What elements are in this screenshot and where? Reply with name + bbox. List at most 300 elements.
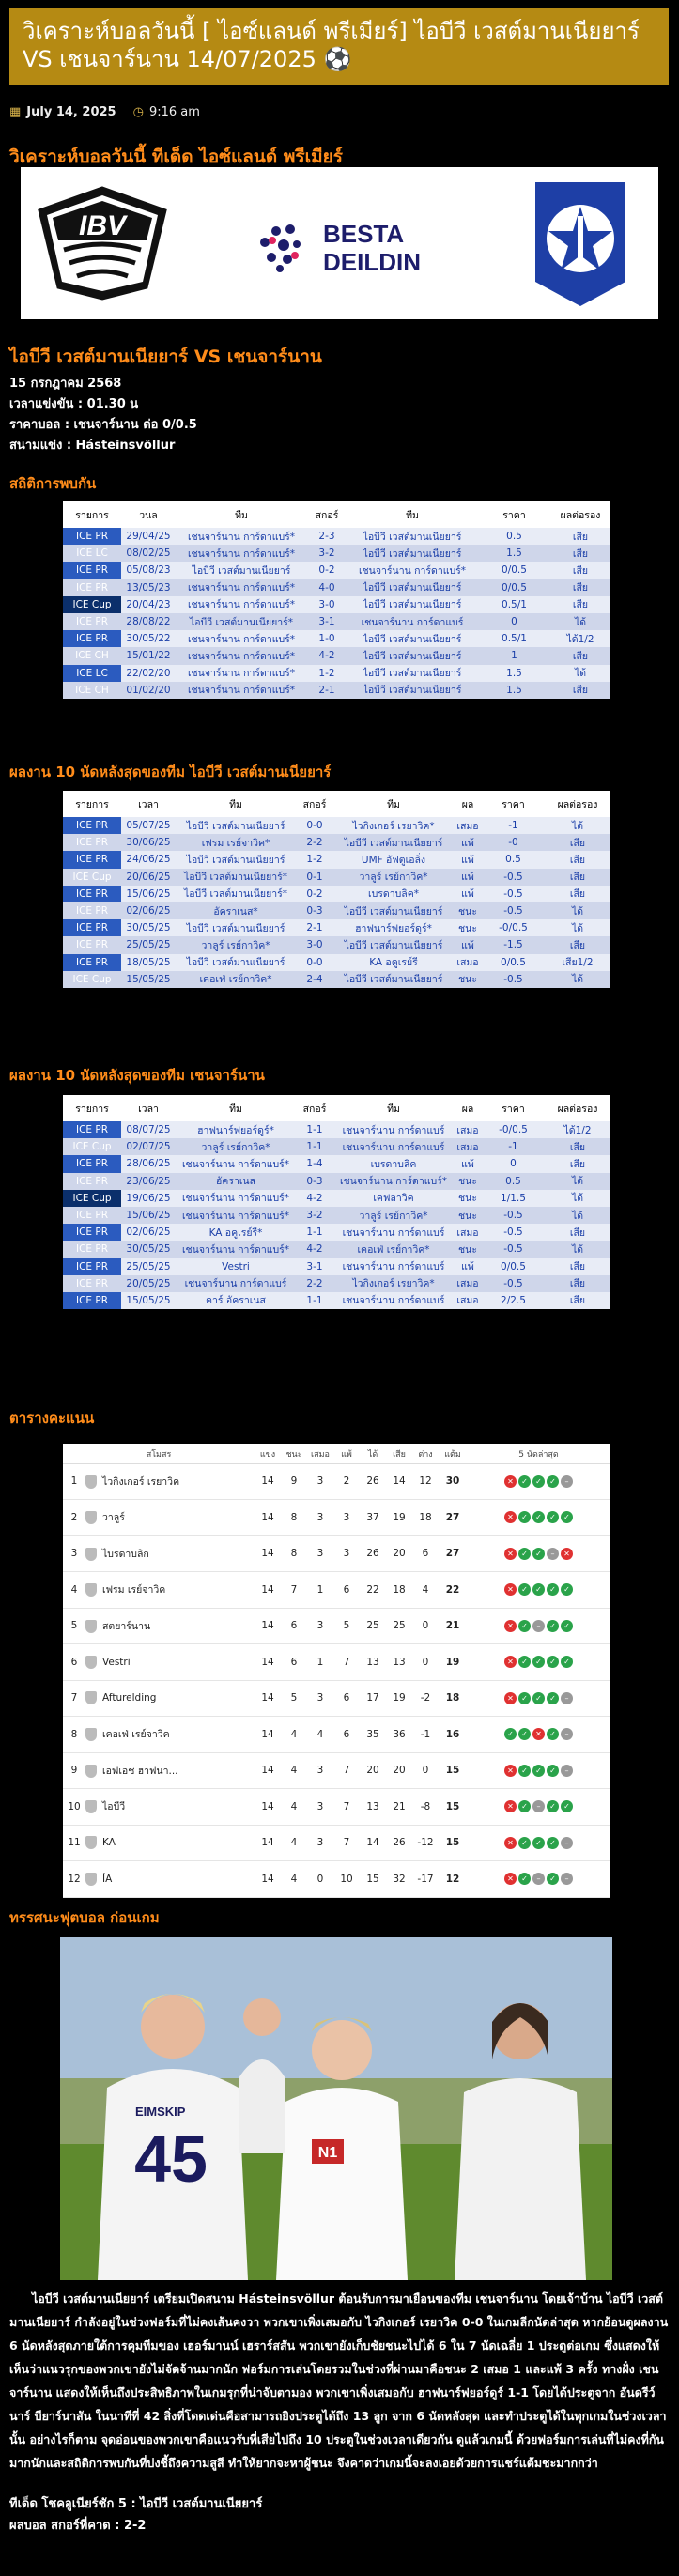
league-form-cell xyxy=(467,1500,610,1536)
home-cell: ไอบีวี เวสต์มานเนียยาร์ xyxy=(333,902,454,919)
league-cell: 1 xyxy=(307,1644,333,1681)
away-cell: เชนจาร์นาน การ์ดาแบร์* xyxy=(176,1155,296,1172)
home-cell: ฮาฟนาร์ฟยอร์ดูร์* xyxy=(333,919,454,936)
away-cell: เสมอ xyxy=(454,1292,482,1309)
away-cell: เชนจาร์นาน การ์ดาแบร์ xyxy=(176,1275,296,1292)
league-row xyxy=(63,1644,610,1681)
league-cell: 14 xyxy=(360,1825,386,1861)
away-cell: ชนะ xyxy=(454,1241,482,1257)
home-cell: ICE Cup xyxy=(63,971,121,988)
h2h-row xyxy=(63,613,610,630)
away-cell: เสีย xyxy=(545,1155,610,1172)
home-cell: 20/06/25 xyxy=(121,869,176,886)
away-cell: เชนจาร์นาน การ์ดาแบร์* xyxy=(176,1190,296,1207)
h2h-row xyxy=(63,665,610,682)
league-form-cell xyxy=(467,1535,610,1572)
league-header-cell: เสีย xyxy=(386,1444,412,1463)
league-cell: 3 xyxy=(307,1463,333,1500)
league-cell: 14 xyxy=(255,1680,281,1717)
league-cell: 14 xyxy=(255,1463,281,1500)
league-cell: 0 xyxy=(412,1752,439,1789)
league-cell: 14 xyxy=(255,1500,281,1536)
league-cell: 14 xyxy=(255,1825,281,1861)
jersey-sponsor: EIMSKIP xyxy=(135,2105,186,2119)
league-team-cell xyxy=(85,1572,255,1609)
h2h-header-cell: ทีม xyxy=(176,501,307,528)
h2h-cell: 4-2 xyxy=(307,647,347,664)
form-guide xyxy=(504,1620,573,1632)
h2h-cell: เชนจาร์นาน การ์ดาแบร์* xyxy=(176,596,307,613)
post-date: July 14, 2025 xyxy=(26,104,116,119)
ibv-logo-text: IBV xyxy=(78,210,127,241)
away-cell: เสมอ xyxy=(454,1275,482,1292)
tip-pick: ทีเด็ด โชคอูเนียร์ชัก 5 : ไอบีวี เวสต์มานเนียยาร์ xyxy=(9,2497,263,2511)
form-win-icon: ✓ xyxy=(518,1656,531,1668)
form-loss-icon: ✕ xyxy=(504,1511,517,1523)
league-team-cell xyxy=(85,1717,255,1753)
league-cell: 4 xyxy=(63,1572,85,1609)
h2h-row xyxy=(63,630,610,647)
home-cell: -0/0.5 xyxy=(482,919,545,936)
team-crest-icon xyxy=(85,1511,97,1524)
h2h-cell: ได้ xyxy=(550,665,610,682)
home-cell: แพ้ xyxy=(454,851,482,868)
jersey-chest: N1 xyxy=(317,2145,338,2161)
team-name: เอฟเอช ฮาฟนา... xyxy=(102,1765,178,1777)
league-form-cell xyxy=(467,1717,610,1753)
h2h-cell: เชนจาร์นาน การ์ดาแบร์* xyxy=(347,562,478,578)
league-header-cell: แต้ม xyxy=(439,1444,467,1463)
form-win-icon: ✓ xyxy=(518,1837,531,1849)
home-cell: 0-3 xyxy=(296,902,333,919)
home-cell: UMF อัฟตูเอลิ่ง xyxy=(333,851,454,868)
away-cell: 0.5 xyxy=(482,1173,545,1190)
form-guide xyxy=(504,1548,573,1560)
home-cell: 2-2 xyxy=(296,834,333,851)
league-cell: 20 xyxy=(386,1535,412,1572)
away-cell: 02/06/25 xyxy=(121,1224,176,1241)
home-cell: ICE PR xyxy=(63,902,121,919)
form-guide xyxy=(504,1475,573,1488)
league-cell: 2 xyxy=(333,1463,360,1500)
home-cell: ไอบีวี เวสต์มานเนียยาร์ xyxy=(176,851,296,868)
away-header-row xyxy=(63,1095,610,1121)
league-row xyxy=(63,1789,610,1826)
home-cell: ไอบีวี เวสต์มานเนียยาร์* xyxy=(176,869,296,886)
away-cell: 08/07/25 xyxy=(121,1121,176,1138)
league-cell: 7 xyxy=(333,1752,360,1789)
away-cell: เสีย xyxy=(545,1292,610,1309)
away-header-cell: ทีม xyxy=(333,1095,454,1121)
away-cell: 2/2.5 xyxy=(482,1292,545,1309)
form-win-icon: ✓ xyxy=(518,1548,531,1560)
away-cell: 25/05/25 xyxy=(121,1258,176,1275)
home-cell: 2-1 xyxy=(296,919,333,936)
league-cell: 16 xyxy=(439,1717,467,1753)
league-cell: 14 xyxy=(255,1535,281,1572)
away-cell: ชนะ xyxy=(454,1190,482,1207)
league-team-cell xyxy=(85,1680,255,1717)
match-kickoff: เวลาแข่งขัน : 01.30 น xyxy=(9,397,139,411)
home-header-row xyxy=(63,791,610,817)
home-cell: เฟรม เรย์จาวิค* xyxy=(176,834,296,851)
home-header-cell: ทีม xyxy=(176,791,296,817)
away-cell: 19/06/25 xyxy=(121,1190,176,1207)
league-cell: 15 xyxy=(439,1789,467,1826)
home-cell: 3-0 xyxy=(296,936,333,953)
away-cell: 0-3 xyxy=(296,1173,333,1190)
home-cell: เสีย xyxy=(545,869,610,886)
form-draw-icon: – xyxy=(561,1765,573,1777)
match-stadium: สนามแข่ง : Hásteinsvöllur xyxy=(9,439,176,453)
h2h-cell: 1 xyxy=(478,647,550,664)
league-header-cell: 5 นัดล่าสุด xyxy=(467,1444,610,1463)
form-win-icon: ✓ xyxy=(547,1511,559,1523)
team-name: เฟรม เรย์จาวิค xyxy=(102,1584,166,1597)
league-cell: 4 xyxy=(307,1717,333,1753)
match-odds: ราคาบอล : เชนจาร์นาน ต่อ 0/0.5 xyxy=(9,418,197,432)
league-cell: 6 xyxy=(63,1644,85,1681)
home-header-cell: เวลา xyxy=(121,791,176,817)
away-row xyxy=(63,1275,610,1292)
league-cell: 3 xyxy=(333,1535,360,1572)
team-name: ไอบีวี xyxy=(102,1801,126,1813)
away-cell: 15/05/25 xyxy=(121,1292,176,1309)
h2h-cell: ไอบีวี เวสต์มานเนียยาร์ xyxy=(347,665,478,682)
league-header-row xyxy=(63,1444,610,1463)
away-header-cell: สกอร์ xyxy=(296,1095,333,1121)
h2h-cell: ICE PR xyxy=(63,630,121,647)
home-cell: 1-2 xyxy=(296,851,333,868)
away-cell: ได้1/2 xyxy=(545,1121,610,1138)
home-row xyxy=(63,886,610,902)
league-cell: 4 xyxy=(281,1825,307,1861)
h2h-row xyxy=(63,596,610,613)
team-crest-icon xyxy=(85,1548,97,1561)
league-cell: 13 xyxy=(386,1644,412,1681)
league-cell: 11 xyxy=(63,1825,85,1861)
away-cell: 0/0.5 xyxy=(482,1258,545,1275)
league-cell: -12 xyxy=(412,1825,439,1861)
h2h-cell: ไอบีวี เวสต์มานเนียยาร์ xyxy=(347,579,478,596)
league-row xyxy=(63,1825,610,1861)
home-cell: 05/07/25 xyxy=(121,817,176,834)
home-cell: ชนะ xyxy=(454,902,482,919)
away-header-cell: เวลา xyxy=(121,1095,176,1121)
league-cell: 14 xyxy=(386,1463,412,1500)
home-cell: เสีย xyxy=(545,851,610,868)
away-cell: -0.5 xyxy=(482,1207,545,1224)
home-cell: เบรดาบลิค* xyxy=(333,886,454,902)
form-loss-icon: ✕ xyxy=(504,1873,517,1885)
team-crest-icon xyxy=(85,1620,97,1633)
home-cell: เสมอ xyxy=(454,817,482,834)
league-cell: 22 xyxy=(360,1572,386,1609)
home-cell: แพ้ xyxy=(454,869,482,886)
league-cell: 3 xyxy=(307,1608,333,1644)
home-cell: แพ้ xyxy=(454,834,482,851)
away-cell: 1/1.5 xyxy=(482,1190,545,1207)
away-cell: เคอเฟ่ เรย์กาวิค* xyxy=(333,1241,454,1257)
league-cell: -17 xyxy=(412,1861,439,1898)
team-name: ไวกิงเกอร์ เรยาวิค xyxy=(102,1475,180,1488)
league-cell: 26 xyxy=(360,1463,386,1500)
league-cell: 3 xyxy=(307,1752,333,1789)
h2h-cell: ICE CH xyxy=(63,682,121,699)
h2h-header-cell: ราคา xyxy=(478,501,550,528)
calendar-icon: ▦ xyxy=(9,104,22,119)
form-loss-icon: ✕ xyxy=(504,1800,517,1812)
form-loss-icon: ✕ xyxy=(504,1692,517,1704)
away-cell: เชนจาร์นาน การ์ดาแบร์ xyxy=(333,1224,454,1241)
away-cell: เสีย xyxy=(545,1275,610,1292)
h2h-cell: 22/02/20 xyxy=(121,665,176,682)
h2h-header-cell: วนล xyxy=(121,501,176,528)
home-cell: 30/05/25 xyxy=(121,919,176,936)
league-cell: 2 xyxy=(63,1500,85,1536)
h2h-cell: ได้1/2 xyxy=(550,630,610,647)
league-table xyxy=(63,1444,610,1898)
form-win-icon: ✓ xyxy=(518,1692,531,1704)
form-win-icon: ✓ xyxy=(532,1656,545,1668)
home-cell: แพ้ xyxy=(454,936,482,953)
home-cell: 0-0 xyxy=(296,817,333,834)
league-team-cell xyxy=(85,1500,255,1536)
form-guide xyxy=(504,1728,573,1740)
away-header-cell: ผล xyxy=(454,1095,482,1121)
league-cell: 36 xyxy=(386,1717,412,1753)
ibv-logo xyxy=(34,184,171,301)
league-row xyxy=(63,1608,610,1644)
form-win-icon: ✓ xyxy=(561,1656,573,1668)
team-name: ÍA xyxy=(102,1873,113,1885)
away-cell: ได้ xyxy=(545,1241,610,1257)
away-cell: เสีย xyxy=(545,1224,610,1241)
form-win-icon: ✓ xyxy=(561,1511,573,1523)
league-header-cell: สโมสร xyxy=(63,1444,255,1463)
form-win-icon: ✓ xyxy=(547,1656,559,1668)
h2h-cell: เชนจาร์นาน การ์ดาแบร์* xyxy=(176,528,307,545)
h2h-cell: เสีย xyxy=(550,562,610,578)
league-cell: 15 xyxy=(360,1861,386,1898)
home-cell: ชนะ xyxy=(454,919,482,936)
h2h-heading: สถิติการพบกัน xyxy=(9,475,97,492)
league-cell: 10 xyxy=(333,1861,360,1898)
h2h-cell: 15/01/22 xyxy=(121,647,176,664)
league-team-cell xyxy=(85,1644,255,1681)
league-team-cell xyxy=(85,1463,255,1500)
form-win-icon: ✓ xyxy=(547,1692,559,1704)
h2h-cell: 08/02/25 xyxy=(121,545,176,562)
form-loss-icon: ✕ xyxy=(504,1837,517,1849)
h2h-cell: 0 xyxy=(478,613,550,630)
away-cell: เชนจาร์นาน การ์ดาแบร์ xyxy=(333,1121,454,1138)
form-loss-icon: ✕ xyxy=(504,1548,517,1560)
form-win-icon: ✓ xyxy=(532,1765,545,1777)
form-draw-icon: – xyxy=(561,1728,573,1740)
league-cell: 18 xyxy=(412,1500,439,1536)
league-header-cell: แข่ง xyxy=(255,1444,281,1463)
article-title: วิเคราะห์บอลวันนี้ [ ไอซ์แลนด์ พรีเมียร์] ไอบีวี เวสต์มานเนียยาร์ VS เชนจาร์นาน 14/07/2025 ⚽ xyxy=(23,18,640,72)
away-cell: ICE PR xyxy=(63,1155,121,1172)
h2h-row xyxy=(63,579,610,596)
form-draw-icon: – xyxy=(547,1548,559,1560)
league-row xyxy=(63,1680,610,1717)
away-cell: แพ้ xyxy=(454,1155,482,1172)
league-row xyxy=(63,1500,610,1536)
home-cell: เคอเฟ่ เรย์กาวิค* xyxy=(176,971,296,988)
away-header-cell: ทีม xyxy=(176,1095,296,1121)
match-heading: ไอบีวี เวสต์มานเนียยาร์ VS เชนจาร์นาน xyxy=(9,347,322,367)
home-cell: ICE PR xyxy=(63,954,121,971)
home-cell: -0.5 xyxy=(482,869,545,886)
h2h-cell: 0/0.5 xyxy=(478,562,550,578)
league-cell: 14 xyxy=(255,1644,281,1681)
home-cell: เสีย1/2 xyxy=(545,954,610,971)
home-cell: ไอบีวี เวสต์มานเนียยาร์* xyxy=(176,886,296,902)
league-form-cell xyxy=(467,1644,610,1681)
league-cell: 3 xyxy=(307,1680,333,1717)
h2h-cell: ไอบีวี เวสต์มานเนียยาร์ xyxy=(176,562,307,578)
league-cell: 1 xyxy=(63,1463,85,1500)
league-cell: 3 xyxy=(333,1500,360,1536)
h2h-cell: ICE LC xyxy=(63,545,121,562)
league-cell: 0 xyxy=(307,1861,333,1898)
h2h-cell: 29/04/25 xyxy=(121,528,176,545)
match-date: 15 กรกฎาคม 2568 xyxy=(9,377,122,391)
league-cell: 15 xyxy=(439,1752,467,1789)
home-cell: ได้ xyxy=(545,817,610,834)
h2h-cell: 0.5 xyxy=(478,528,550,545)
away-cell: อัคราเนส xyxy=(176,1173,296,1190)
league-cell: 19 xyxy=(386,1680,412,1717)
league-cell: 0 xyxy=(412,1608,439,1644)
league-form-cell xyxy=(467,1861,610,1898)
league-cell: 22 xyxy=(439,1572,467,1609)
home-cell: ไอบีวี เวสต์มานเนียยาร์ xyxy=(333,834,454,851)
h2h-cell: ICE PR xyxy=(63,562,121,578)
league-cell: 6 xyxy=(333,1572,360,1609)
league-header-cell: เสมอ xyxy=(307,1444,333,1463)
form-win-icon: ✓ xyxy=(532,1583,545,1596)
away-cell: 4-2 xyxy=(296,1241,333,1257)
away-cell: 1-1 xyxy=(296,1138,333,1155)
h2h-cell: 2-1 xyxy=(307,682,347,699)
h2h-cell: เชนจาร์นาน การ์ดาแบร์ xyxy=(347,613,478,630)
form-guide xyxy=(504,1873,573,1885)
league-cell: 0 xyxy=(412,1644,439,1681)
form-win-icon: ✓ xyxy=(532,1548,545,1560)
league-cell: 6 xyxy=(281,1644,307,1681)
away-cell: -0/0.5 xyxy=(482,1121,545,1138)
away-cell: ICE PR xyxy=(63,1275,121,1292)
h2h-cell: 4-0 xyxy=(307,579,347,596)
league-cell: 3 xyxy=(307,1535,333,1572)
league-cell: 32 xyxy=(386,1861,412,1898)
league-cell: 3 xyxy=(63,1535,85,1572)
h2h-cell: ได้ xyxy=(550,613,610,630)
league-cell: 27 xyxy=(439,1500,467,1536)
league-cell: 8 xyxy=(63,1717,85,1753)
h2h-cell: ไอบีวี เวสต์มานเนียยาร์ xyxy=(347,596,478,613)
home-cell: -1 xyxy=(482,817,545,834)
h2h-cell: เสีย xyxy=(550,545,610,562)
preview-article: ไอบีวี เวสต์มานเนียยาร์ เตรียมเปิดสนาม Hásteinsvöllur ต้อนรับการมาเยือนของทีม เชนจาร์นาน โดยเจ้าบ้าน ไอบีวี เวสต์มานเนียยาร์ กำลังอยู่ในช่วงฟอร์มที่ไม่คงเส้นคงวา พวกเขาเพิ่งเสมอกับ ไวกิงเกอร์ เรยาวิค 0-0 ในเกมลีกนัดล่าสุด หากย้อนดูผลงาน 6 นัดหลังสุดภายใต้การคุมทีมของ เฮอร์มานน์ เฮราร์สสัน พวกเขายังเก็บชัยชนะไปได้ 6 ใน 7 นัดเฉลี่ย 1 ประตูต่อเกม ซึ่งแสดงให้เห็นว่าแนวรุกของพวกเขายังไม่จัดจ้านมากนัก ฟอร์มการเล่นโดยรวมในช่วงที่ผ่านมาคือชนะ 2 เสมอ 1 และแพ้ 3 ครั้ง ทางฝั่ง เชนจาร์นาน แสดงให้เห็นถึงประสิทธิภาพในเกมรุกที่น่าจับตามอง พวกเขาเพิ่งเสมอกับ ฮาฟนาร์ฟยอร์ดูร์ 1-1 โดยได้ประตูจาก อันดรีว์ นาร์ บียาร์นาสัน ในนาทีที่ 42 สิ่งที่โดดเด่นคือสามารถยิงประตูได้ถึง 13 ลูก จาก 6 นัดหลังสุด และทำประตูได้ในทุกเกมในช่วงเวลานั้น อย่างไรก็ตาม จุดอ่อนของพวกเขาคือแนวรับที่เสียไปถึง 10 ประตูในช่วงเวลาเดียวกัน ดูแล้วเกมนี้ ด้วยฟอร์มการเล่นที่ไม่คงที่กันมากนักและสถิติการพบกันที่บ่งชี้ถึงความสูสี ทำให้ยากจะหาผู้ชนะ จึงคาดว่าเกมนี้จะลงเอยด้วยการแชร์แต้มชะมากกว่า xyxy=(9,2291,669,2470)
home-header-cell: ราคา xyxy=(482,791,545,817)
away-header-cell: รายการ xyxy=(63,1095,121,1121)
team-name: KA xyxy=(102,1837,116,1849)
league-team-cell xyxy=(85,1825,255,1861)
league-cell: 21 xyxy=(386,1789,412,1826)
h2h-cell: เชนจาร์นาน การ์ดาแบร์* xyxy=(176,682,307,699)
away-cell: เสีย xyxy=(545,1258,610,1275)
team-crest-icon xyxy=(85,1765,97,1778)
league-cell: 14 xyxy=(255,1861,281,1898)
league-cell: 25 xyxy=(386,1608,412,1644)
h2h-cell: 0.5/1 xyxy=(478,596,550,613)
form-loss-icon: ✕ xyxy=(504,1656,517,1668)
league-cell: 25 xyxy=(360,1608,386,1644)
h2h-cell: ICE CH xyxy=(63,647,121,664)
away-cell: -1 xyxy=(482,1138,545,1155)
h2h-cell: เสีย xyxy=(550,682,610,699)
home-cell: ไอบีวี เวสต์มานเนียยาร์ xyxy=(176,817,296,834)
away-cell: ICE PR xyxy=(63,1207,121,1224)
form-win-icon: ✓ xyxy=(518,1620,531,1632)
away-cell: 30/05/25 xyxy=(121,1241,176,1257)
away-cell: เชนจาร์นาน การ์ดาแบร์* xyxy=(176,1207,296,1224)
away-row xyxy=(63,1121,610,1138)
league-cell: 14 xyxy=(255,1752,281,1789)
home-cell: อัคราเนส* xyxy=(176,902,296,919)
form-win-icon: ✓ xyxy=(547,1583,559,1596)
home-cell: 18/05/25 xyxy=(121,954,176,971)
h2h-cell: 30/05/22 xyxy=(121,630,176,647)
league-cell: -2 xyxy=(412,1680,439,1717)
home-cell: ICE PR xyxy=(63,886,121,902)
league-cell: 14 xyxy=(255,1572,281,1609)
h2h-header-cell: ทีม xyxy=(347,501,478,528)
away-cell: ICE PR xyxy=(63,1173,121,1190)
league-header-cell: ชนะ xyxy=(281,1444,307,1463)
league-cell: 7 xyxy=(333,1644,360,1681)
home-cell: ICE PR xyxy=(63,851,121,868)
home-cell: -0.5 xyxy=(482,971,545,988)
section-heading-main: วิเคราะห์บอลวันนี้ ทีเด็ด ไอซ์แลนด์ พรีเมียร์ xyxy=(9,147,343,167)
league-cell: 3 xyxy=(307,1500,333,1536)
form-draw-icon: – xyxy=(532,1873,545,1885)
away-cell: ICE PR xyxy=(63,1292,121,1309)
league-header-cell: ได้ xyxy=(360,1444,386,1463)
form-guide xyxy=(504,1692,573,1704)
form-guide xyxy=(504,1765,573,1777)
league-cell: 26 xyxy=(386,1825,412,1861)
home-row xyxy=(63,971,610,988)
league-cell: 14 xyxy=(255,1717,281,1753)
besta-text: BESTA xyxy=(323,220,405,248)
h2h-cell: 3-2 xyxy=(307,545,347,562)
league-row xyxy=(63,1572,610,1609)
home-cell: 0-0 xyxy=(296,954,333,971)
team-crest-icon xyxy=(85,1728,97,1741)
away-cell: ได้ xyxy=(545,1190,610,1207)
home-cell: 0-2 xyxy=(296,886,333,902)
away-cell: เสีย xyxy=(545,1138,610,1155)
away-cell: เสมอ xyxy=(454,1224,482,1241)
home-form-heading: ผลงาน 10 นัดหลังสุดของทีม ไอบีวี เวสต์มานเนียยาร์ xyxy=(9,764,332,780)
home-row xyxy=(63,902,610,919)
league-cell: 3 xyxy=(307,1789,333,1826)
